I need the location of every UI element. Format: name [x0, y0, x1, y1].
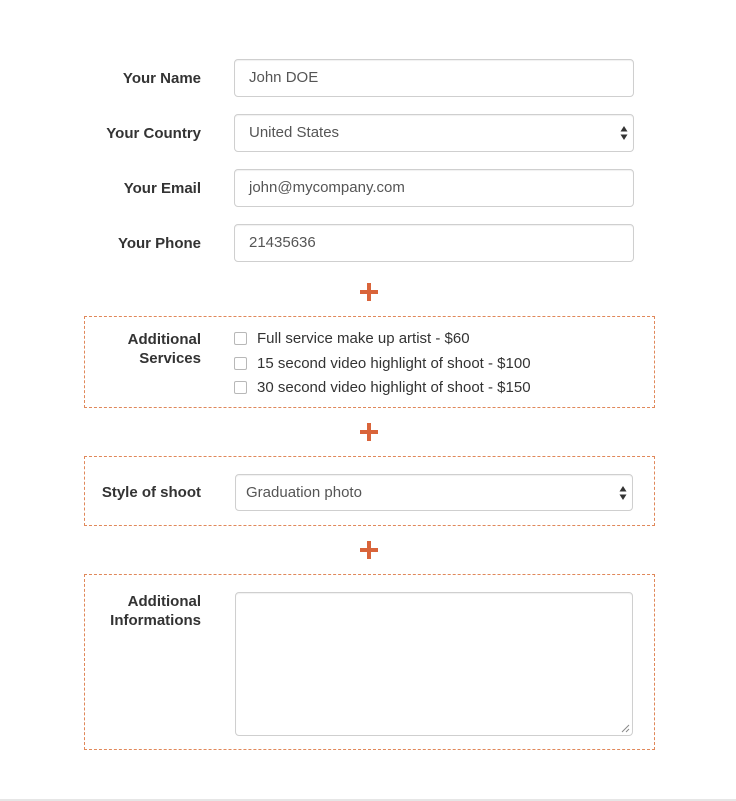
country-label: Your Country: [106, 125, 201, 142]
plus-icon[interactable]: [360, 423, 378, 441]
checkbox[interactable]: [234, 381, 247, 394]
service-option-label: 30 second video highlight of shoot - $150: [257, 379, 531, 396]
phone-input[interactable]: 21435636: [234, 224, 634, 262]
service-option-label: Full service make up artist - $60: [257, 330, 470, 347]
resize-grip-icon[interactable]: [621, 724, 630, 733]
email-label: Your Email: [123, 180, 201, 197]
plus-icon[interactable]: [360, 541, 378, 559]
additional-informations-textarea[interactable]: [235, 592, 633, 736]
style-of-shoot-select[interactable]: [235, 474, 633, 511]
checkbox[interactable]: [234, 332, 247, 345]
email-input[interactable]: john@mycompany.com: [234, 169, 634, 207]
select-arrows-icon: [620, 125, 628, 141]
phone-label: Your Phone: [117, 235, 201, 252]
country-select[interactable]: [234, 114, 634, 152]
select-arrows-icon: [619, 485, 627, 501]
name-label: Your Name: [122, 70, 201, 87]
country-select-value: United States: [249, 124, 340, 141]
additional-informations-label-line2: Informations: [110, 612, 201, 629]
additional-services-label-line1: Additional: [127, 331, 201, 348]
style-of-shoot-label: Style of shoot: [101, 484, 201, 501]
additional-services-label-line2: Services: [139, 350, 201, 367]
additional-services-label: [0, 330, 201, 368]
service-option-label: 15 second video highlight of shoot - $100: [257, 355, 531, 372]
plus-icon[interactable]: [360, 283, 378, 301]
checkbox[interactable]: [234, 357, 247, 370]
name-input[interactable]: John DOE: [234, 59, 634, 97]
additional-informations-label-line1: Additional: [127, 593, 201, 610]
additional-informations-label: [0, 592, 201, 630]
style-of-shoot-value: Graduation photo: [246, 484, 362, 501]
